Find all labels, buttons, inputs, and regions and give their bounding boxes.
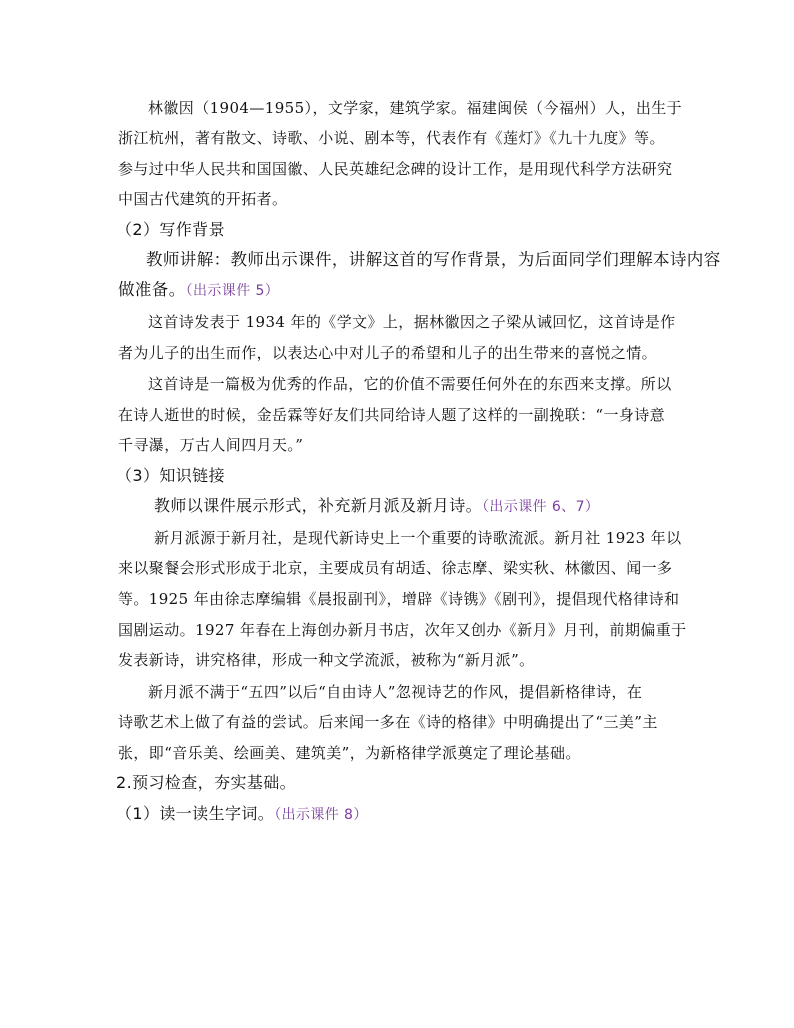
crescent-p1-line-5: 发表新诗，讲究格律，形成一种文学流派，被称为“新月派”。 [118,651,535,669]
read-new-words-line [116,804,676,825]
crescent-p2-line-2: 诗歌艺术上做了有益的尝试。后来闻一多在《诗的格律》中明确提出了“三美”主 [118,713,658,731]
background-p2-line-3: 千寻瀑，万古人间四月天。” [118,436,304,454]
bio-line-1: 林徽因（1904—1955），文学家，建筑学家。福建闽侯（今福州）人，出生于 [148,99,683,117]
crescent-p1-line-2: 来以聚餐会形式形成于北京，主要成员有胡适、徐志摩、梁实秋、林徽因、闻一多 [118,559,673,577]
teacher-supplement-line [154,496,714,517]
background-p1-line-1: 这首诗发表于 1934 年的《学文》上，据林徽因之子梁从诫回忆，这首诗是作 [148,313,676,331]
teacher-explain-line-1: 教师讲解：教师出示课件，讲解这首的写作背景，为后面同学们理解本诗内容 [146,250,721,269]
teacher-supplement-text: 教师以课件展示形式，补充新月派及新月诗。 [154,496,483,515]
crescent-p2-line-1: 新月派不满于“五四”以后“自由诗人”忽视诗艺的作风，提倡新格律诗，在 [148,683,643,701]
background-p2-line-1: 这首诗是一篇极为优秀的作品，它的价值不需要任何外在的东西来支撑。所以 [148,375,672,393]
teacher-explain-text: 做准备。 [118,280,186,299]
section-heading-preview-check: 2.预习检查，夯实基础。 [116,773,297,792]
bio-line-4: 中国古代建筑的开拓者。 [118,190,288,208]
courseware-ref-8: （出示课件 8） [274,807,368,823]
section-heading-writing-background: （2）写作背景 [116,220,225,239]
bio-line-3: 参与过中华人民共和国国徽、人民英雄纪念碑的设计工作，是用现代科学方法研究 [118,160,673,178]
crescent-p1-line-3: 等。1925 年由徐志摩编辑《晨报副刊》，增辟《诗镌》《剧刊》，提倡现代格律诗和 [118,590,680,608]
courseware-ref-6-7: （出示课件 6、7） [482,499,600,515]
background-p1-line-2: 者为儿子的出生而作，以表达心中对儿子的希望和儿子的出生带来的喜悦之情。 [118,344,658,362]
courseware-ref-5: （出示课件 5） [185,283,280,299]
background-p2-line-2: 在诗人逝世的时候，金岳霖等好友们共同给诗人题了这样的一副挽联：“一身诗意 [118,406,666,424]
teacher-explain-line-2 [118,280,678,301]
section-heading-knowledge-link: （3）知识链接 [116,466,225,485]
read-new-words-text: （1）读一读生字词。 [116,804,275,823]
crescent-p1-line-4: 国剧运动。1927 年春在上海创办新月书店，次年又创办《新月》月刊，前期偏重于 [118,621,687,639]
crescent-p1-line-1: 新月派源于新月社，是现代新诗史上一个重要的诗歌流派。新月社 1923 年以 [154,529,682,547]
crescent-p2-line-3: 张，即“音乐美、绘画美、建筑美”，为新格律学派奠定了理论基础。 [118,744,581,762]
bio-line-2: 浙江杭州，著有散文、诗歌、小说、剧本等，代表作有《莲灯》《九十九度》等。 [118,129,665,147]
